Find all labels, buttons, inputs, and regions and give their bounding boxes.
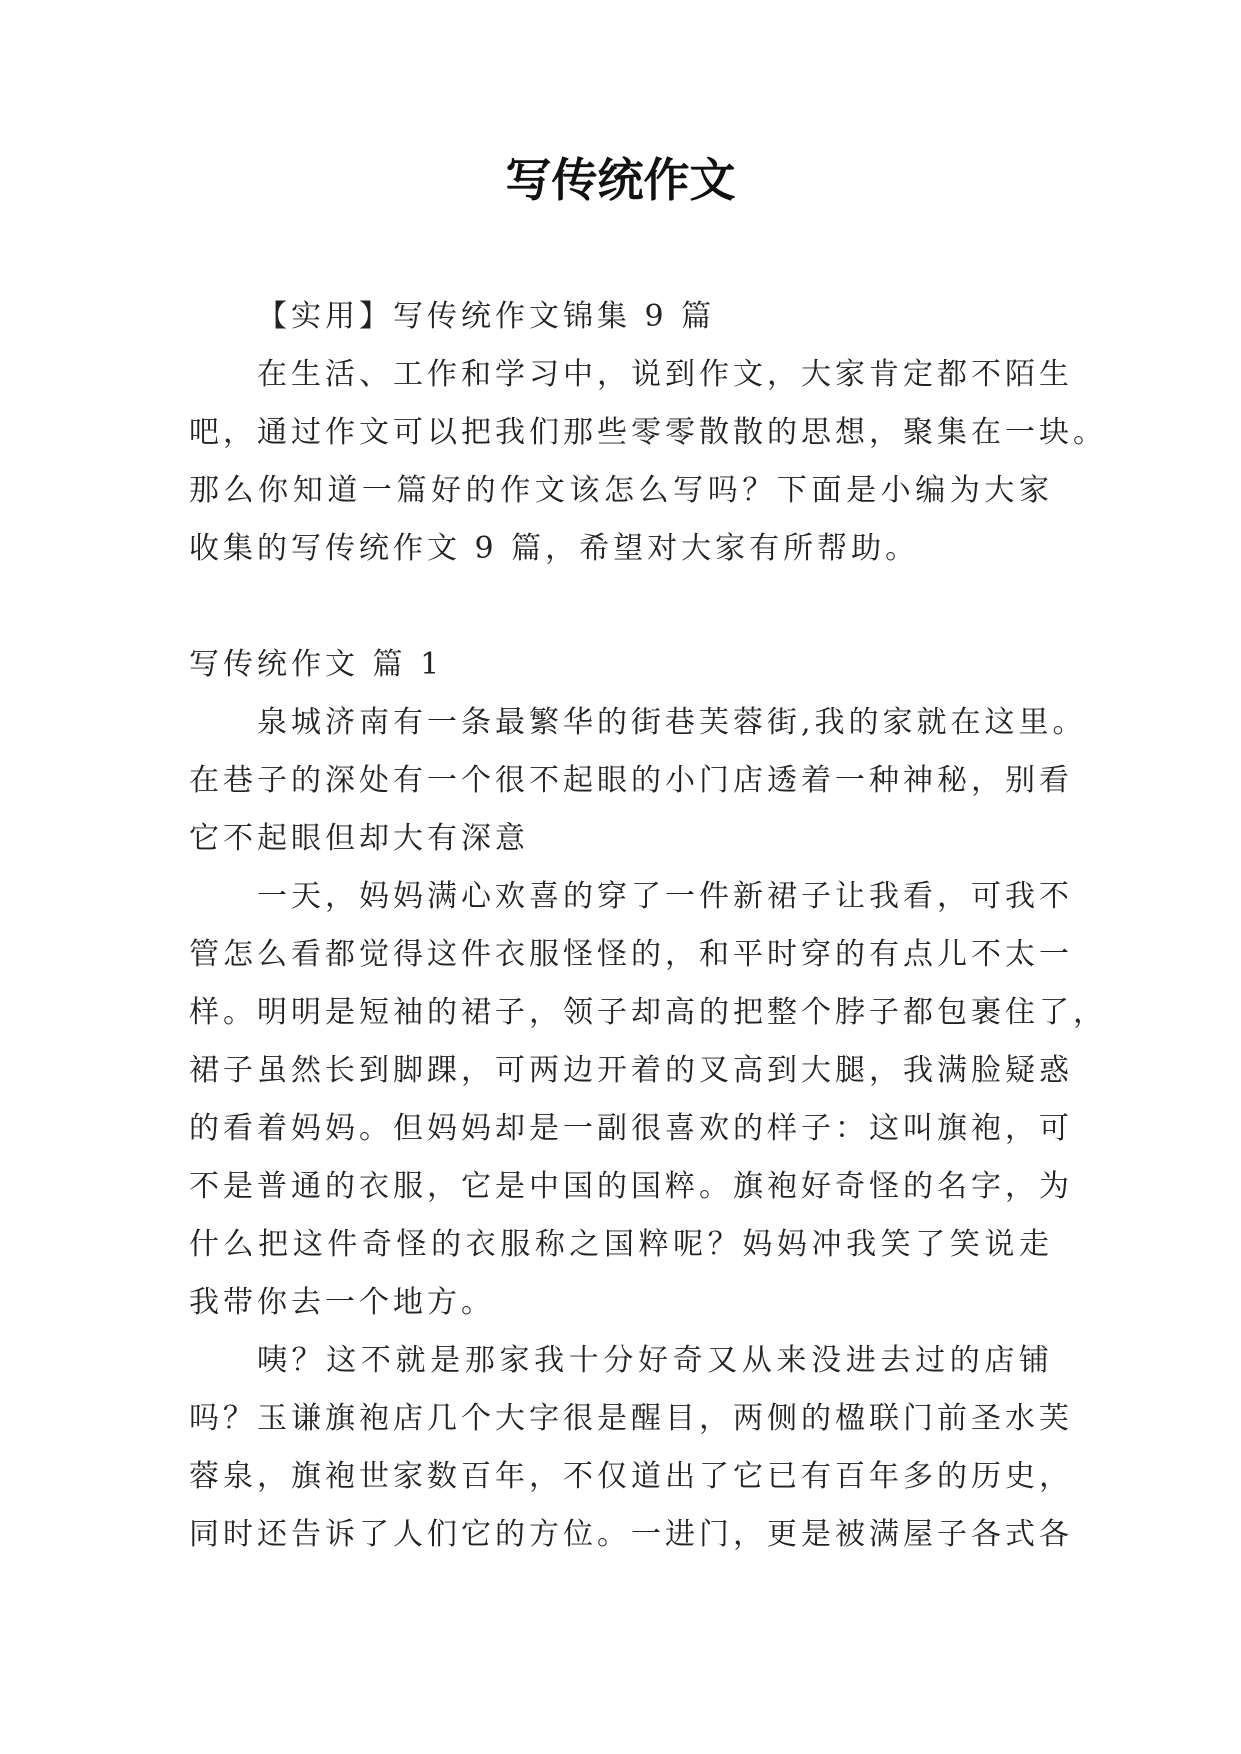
paragraph-line: 裙子虽然长到脚踝，可两边开着的叉高到大腿，我满脸疑惑 — [189, 1053, 1073, 1088]
document-title: 写传统作文 — [505, 153, 736, 207]
paragraph-line: 的看着妈妈。但妈妈却是一副很喜欢的样子：这叫旗袍，可 — [189, 1111, 1073, 1146]
subtitle-line: 【实用】写传统作文锦集 9 篇 — [257, 299, 716, 334]
paragraph-line: 它不起眼但却大有深意 — [189, 821, 529, 856]
paragraph-line: 不是普通的衣服，它是中国的国粹。旗袍好奇怪的名字，为 — [189, 1169, 1073, 1204]
intro-line: 那么你知道一篇好的作文该怎么写吗？下面是小编为大家 — [189, 473, 1053, 508]
paragraph-line: 什么把这件奇怪的衣服称之国粹呢？妈妈冲我笑了笑说走 — [189, 1227, 1053, 1262]
paragraph-line: 我带你去一个地方。 — [189, 1285, 495, 1320]
paragraph-line: 蓉泉，旗袍世家数百年，不仅道出了它已有百年多的历史， — [189, 1459, 1073, 1494]
paragraph-line: 泉城济南有一条最繁华的街巷芙蓉街,我的家就在这里。 — [257, 705, 1087, 740]
paragraph-line: 同时还告诉了人们它的方位。一进门，更是被满屋子各式各 — [189, 1517, 1073, 1552]
paragraph-line: 管怎么看都觉得这件衣服怪怪的，和平时穿的有点儿不太一 — [189, 937, 1073, 972]
intro-line: 在生活、工作和学习中，说到作文，大家肯定都不陌生 — [257, 357, 1073, 392]
paragraph-line: 吗？玉谦旗袍店几个大字很是醒目，两侧的楹联门前圣水芙 — [189, 1401, 1073, 1436]
paragraph-line: 咦？这不就是那家我十分好奇又从来没进去过的店铺 — [257, 1343, 1053, 1378]
paragraph-line: 样。明明是短袖的裙子，领子却高的把整个脖子都包裹住了， — [189, 995, 1107, 1030]
paragraph-line: 一天，妈妈满心欢喜的穿了一件新裙子让我看，可我不 — [257, 879, 1073, 914]
document-body — [189, 288, 1107, 1564]
section-heading: 写传统作文 篇 1 — [189, 647, 444, 682]
intro-line: 收集的写传统作文 9 篇，希望对大家有所帮助。 — [189, 531, 920, 566]
intro-line: 吧，通过作文可以把我们那些零零散散的思想，聚集在一块。 — [189, 415, 1107, 450]
paragraph-line: 在巷子的深处有一个很不起眼的小门店透着一种神秘，别看 — [189, 763, 1073, 798]
